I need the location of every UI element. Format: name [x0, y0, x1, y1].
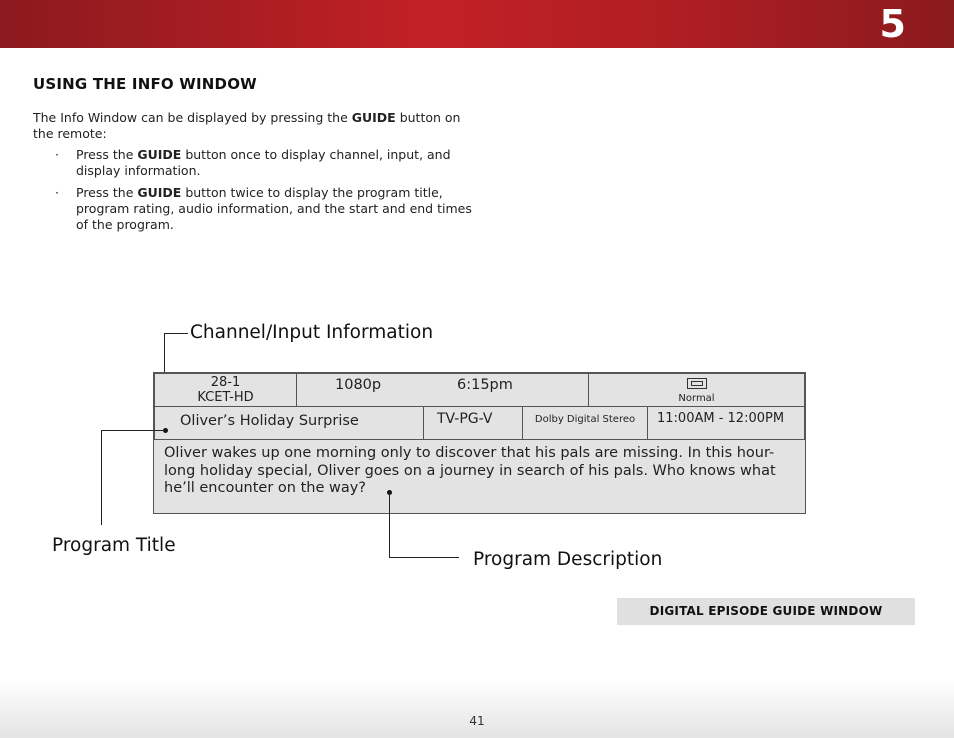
footer — [0, 680, 954, 738]
audio-cell — [522, 406, 648, 440]
intro-paragraph — [33, 110, 473, 142]
callout-line — [101, 430, 165, 431]
audio-info: Dolby Digital Stereo — [534, 414, 636, 425]
program-title-cell — [154, 406, 424, 440]
bullet-marker: · — [55, 185, 59, 200]
aspect-cell — [588, 373, 805, 407]
callout-line — [164, 333, 188, 334]
page-number: 41 — [469, 714, 485, 728]
header-bar — [0, 0, 954, 48]
bullet-list — [33, 147, 473, 239]
info-window — [153, 372, 806, 514]
aspect-ratio-icon — [687, 378, 707, 389]
current-time: 6:15pm — [457, 377, 513, 393]
figure-caption: DIGITAL EPISODE GUIDE WINDOW — [617, 598, 915, 625]
section-title: USING THE INFO WINDOW — [33, 75, 257, 93]
bullet-marker: · — [55, 147, 59, 162]
resolution: 1080p — [335, 377, 382, 393]
program-rating: TV-PG-V — [437, 411, 493, 427]
program-title: Oliver’s Holiday Surprise — [180, 413, 359, 429]
intro-text-end: button on the remote: — [33, 110, 461, 141]
channel-number: 28-1 — [210, 375, 241, 390]
callout-line — [101, 430, 102, 525]
channel-name: KCET-HD — [197, 390, 254, 405]
times-cell — [647, 406, 805, 440]
program-times: 11:00AM - 12:00PM — [657, 411, 785, 426]
callout-line — [389, 557, 459, 558]
guide-keyword: GUIDE — [351, 110, 396, 125]
rating-cell — [423, 406, 523, 440]
callout-channel-label: Channel/Input Information — [190, 322, 434, 343]
resolution-time-cell — [296, 373, 589, 407]
program-description: Oliver wakes up one morning only to discover that his pals are missing. In this hour-long holiday special, Oliver goes on a journey in search of his pals. Who knows what he’ll encounter on the way? — [164, 445, 776, 496]
aspect-label: Normal — [678, 393, 715, 404]
chapter-number: 5 — [879, 2, 906, 46]
callout-description-label: Program Description — [473, 549, 663, 570]
list-item: · Press the GUIDE button twice to display the program title, program rating, audio information, and the start and end times of the program. — [55, 185, 472, 232]
callout-line — [389, 492, 390, 558]
channel-cell — [154, 373, 297, 407]
intro-text: The Info Window can be displayed by pressing the — [33, 110, 352, 125]
callout-title-label: Program Title — [52, 535, 176, 556]
list-item: · Press the GUIDE button once to display channel, input, and display information. — [55, 147, 451, 178]
